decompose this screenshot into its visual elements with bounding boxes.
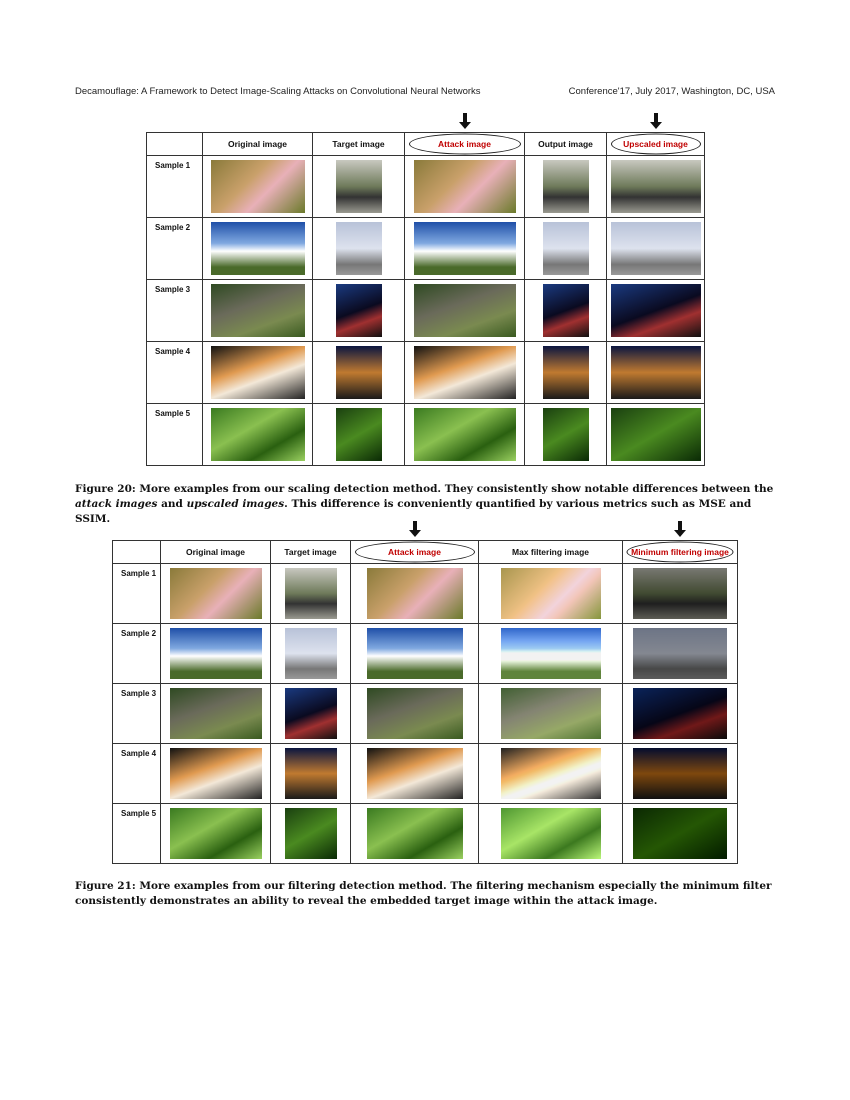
- image-cell: [203, 280, 313, 342]
- image-cell: [525, 218, 607, 280]
- target-image: [285, 748, 337, 799]
- image-cell: [313, 342, 405, 404]
- image-cell: [161, 804, 271, 864]
- column-header-label: Original image: [185, 547, 246, 557]
- image-cell: [405, 218, 525, 280]
- image-cell: [623, 744, 738, 804]
- target-image: [336, 284, 382, 337]
- highlight-ellipse: [611, 134, 701, 155]
- image-cell: [623, 564, 738, 624]
- image-cell: [479, 684, 623, 744]
- attack-image: [414, 346, 516, 399]
- sample-label: Sample 3: [147, 280, 203, 342]
- original-image: [211, 160, 305, 213]
- max-filtering-image: [501, 688, 601, 739]
- image-cell: [525, 156, 607, 218]
- image-cell: [313, 404, 405, 466]
- image-cell: [161, 684, 271, 744]
- image-cell: [623, 684, 738, 744]
- sample-row: [147, 218, 705, 280]
- image-cell: [351, 804, 479, 864]
- column-header: [525, 133, 607, 156]
- image-cell: [525, 404, 607, 466]
- sample-row: [147, 280, 705, 342]
- max-filtering-image: [501, 568, 601, 619]
- max-filtering-image: [501, 808, 601, 859]
- image-cell: [623, 624, 738, 684]
- image-cell: [623, 804, 738, 864]
- running-header-venue: Conference'17, July 2017, Washington, DC, USA: [568, 86, 775, 97]
- max-filtering-image: [501, 748, 601, 799]
- original-image: [211, 222, 305, 275]
- figure-21-caption: Figure 21: More examples from our filtering detection method. The filtering mechanism especially the minimum filter consistently demonstrates an ability to reveal the embedded target image within the attack image.: [75, 880, 772, 907]
- original-image: [211, 346, 305, 399]
- column-header: [203, 133, 313, 156]
- column-header: [607, 133, 705, 156]
- attack-image: [414, 284, 516, 337]
- upscaled-image: [611, 284, 701, 337]
- output-image: [543, 346, 589, 399]
- output-image: [543, 160, 589, 213]
- target-image: [336, 222, 382, 275]
- image-cell: [405, 280, 525, 342]
- target-image: [336, 346, 382, 399]
- image-cell: [351, 684, 479, 744]
- image-cell: [203, 156, 313, 218]
- max-filtering-image: [501, 628, 601, 679]
- output-image: [543, 284, 589, 337]
- image-cell: [479, 564, 623, 624]
- column-header: [313, 133, 405, 156]
- image-cell: [607, 218, 705, 280]
- column-header: [113, 541, 161, 564]
- column-header: [405, 133, 525, 156]
- sample-row: [113, 564, 738, 624]
- upscaled-image: [611, 346, 701, 399]
- sample-label: Sample 1: [147, 156, 203, 218]
- minimum-filtering-image: [633, 688, 727, 739]
- column-header-label: Target image: [284, 547, 337, 557]
- highlight-ellipse: [355, 542, 475, 563]
- sample-label: Sample 2: [113, 624, 161, 684]
- image-cell: [607, 156, 705, 218]
- image-cell: [607, 280, 705, 342]
- image-cell: [405, 342, 525, 404]
- highlight-ellipse: [627, 542, 734, 563]
- target-image: [336, 160, 382, 213]
- sample-label: Sample 2: [147, 218, 203, 280]
- original-image: [170, 748, 262, 799]
- image-cell: [203, 342, 313, 404]
- highlight-ellipse: [409, 134, 521, 155]
- figure-21-table: [112, 540, 738, 864]
- attack-image: [414, 222, 516, 275]
- image-cell: [313, 280, 405, 342]
- target-image: [285, 568, 337, 619]
- image-cell: [313, 218, 405, 280]
- image-cell: [405, 404, 525, 466]
- minimum-filtering-image: [633, 808, 727, 859]
- image-cell: [351, 564, 479, 624]
- column-header-label: Attack image: [438, 139, 491, 149]
- attack-image: [414, 160, 516, 213]
- original-image: [211, 408, 305, 461]
- sample-label: Sample 4: [113, 744, 161, 804]
- column-header-label: Attack image: [388, 547, 441, 557]
- image-cell: [203, 404, 313, 466]
- column-header: [161, 541, 271, 564]
- image-cell: [161, 564, 271, 624]
- figure-20-caption: Figure 20: More examples from our scaling detection method. They consistently show notable differences between the attack images and upscaled images. This difference is conveniently quantified by various metrics such as MSE and SSIM.: [75, 483, 774, 525]
- attack-image: [367, 628, 463, 679]
- figure-20-table: [146, 132, 705, 466]
- sample-row: [147, 342, 705, 404]
- target-image: [285, 628, 337, 679]
- image-cell: [271, 564, 351, 624]
- original-image: [170, 688, 262, 739]
- output-image: [543, 408, 589, 461]
- image-cell: [607, 342, 705, 404]
- image-cell: [525, 280, 607, 342]
- minimum-filtering-image: [633, 568, 727, 619]
- image-cell: [271, 684, 351, 744]
- header-row: [113, 541, 738, 564]
- original-image: [211, 284, 305, 337]
- minimum-filtering-image: [633, 748, 727, 799]
- attack-image: [367, 568, 463, 619]
- sample-label: Sample 5: [113, 804, 161, 864]
- original-image: [170, 808, 262, 859]
- sample-label: Sample 1: [113, 564, 161, 624]
- column-header: [147, 133, 203, 156]
- image-cell: [405, 156, 525, 218]
- running-header-title: Decamouflage: A Framework to Detect Image-Scaling Attacks on Convolutional Neural Networks: [75, 86, 481, 97]
- attack-image: [367, 808, 463, 859]
- image-cell: [479, 744, 623, 804]
- sample-row: [113, 624, 738, 684]
- sample-label: Sample 4: [147, 342, 203, 404]
- image-cell: [351, 744, 479, 804]
- sample-row: [113, 684, 738, 744]
- original-image: [170, 628, 262, 679]
- sample-label: Sample 3: [113, 684, 161, 744]
- image-cell: [313, 156, 405, 218]
- image-cell: [351, 624, 479, 684]
- column-header: [479, 541, 623, 564]
- image-cell: [479, 804, 623, 864]
- attack-image: [414, 408, 516, 461]
- image-cell: [161, 744, 271, 804]
- column-header-label: Max filtering image: [512, 547, 589, 557]
- target-image: [336, 408, 382, 461]
- upscaled-image: [611, 408, 701, 461]
- sample-row: [147, 404, 705, 466]
- image-cell: [203, 218, 313, 280]
- header-row: [147, 133, 705, 156]
- attack-image: [367, 688, 463, 739]
- image-cell: [479, 624, 623, 684]
- image-cell: [271, 804, 351, 864]
- sample-row: [113, 744, 738, 804]
- column-header-label: Output image: [538, 139, 593, 149]
- upscaled-image: [611, 222, 701, 275]
- column-header: [623, 541, 738, 564]
- column-header-label: Minimum filtering image: [631, 547, 729, 557]
- image-cell: [607, 404, 705, 466]
- image-cell: [271, 624, 351, 684]
- column-header-label: Original image: [227, 139, 288, 149]
- target-image: [285, 808, 337, 859]
- image-cell: [271, 744, 351, 804]
- column-header-label: Target image: [332, 139, 385, 149]
- sample-row: [147, 156, 705, 218]
- image-cell: [525, 342, 607, 404]
- column-header-label: Upscaled image: [623, 139, 688, 149]
- image-cell: [161, 624, 271, 684]
- column-header: [271, 541, 351, 564]
- minimum-filtering-image: [633, 628, 727, 679]
- column-header: [351, 541, 479, 564]
- original-image: [170, 568, 262, 619]
- attack-image: [367, 748, 463, 799]
- target-image: [285, 688, 337, 739]
- sample-label: Sample 5: [147, 404, 203, 466]
- sample-row: [113, 804, 738, 864]
- output-image: [543, 222, 589, 275]
- upscaled-image: [611, 160, 701, 213]
